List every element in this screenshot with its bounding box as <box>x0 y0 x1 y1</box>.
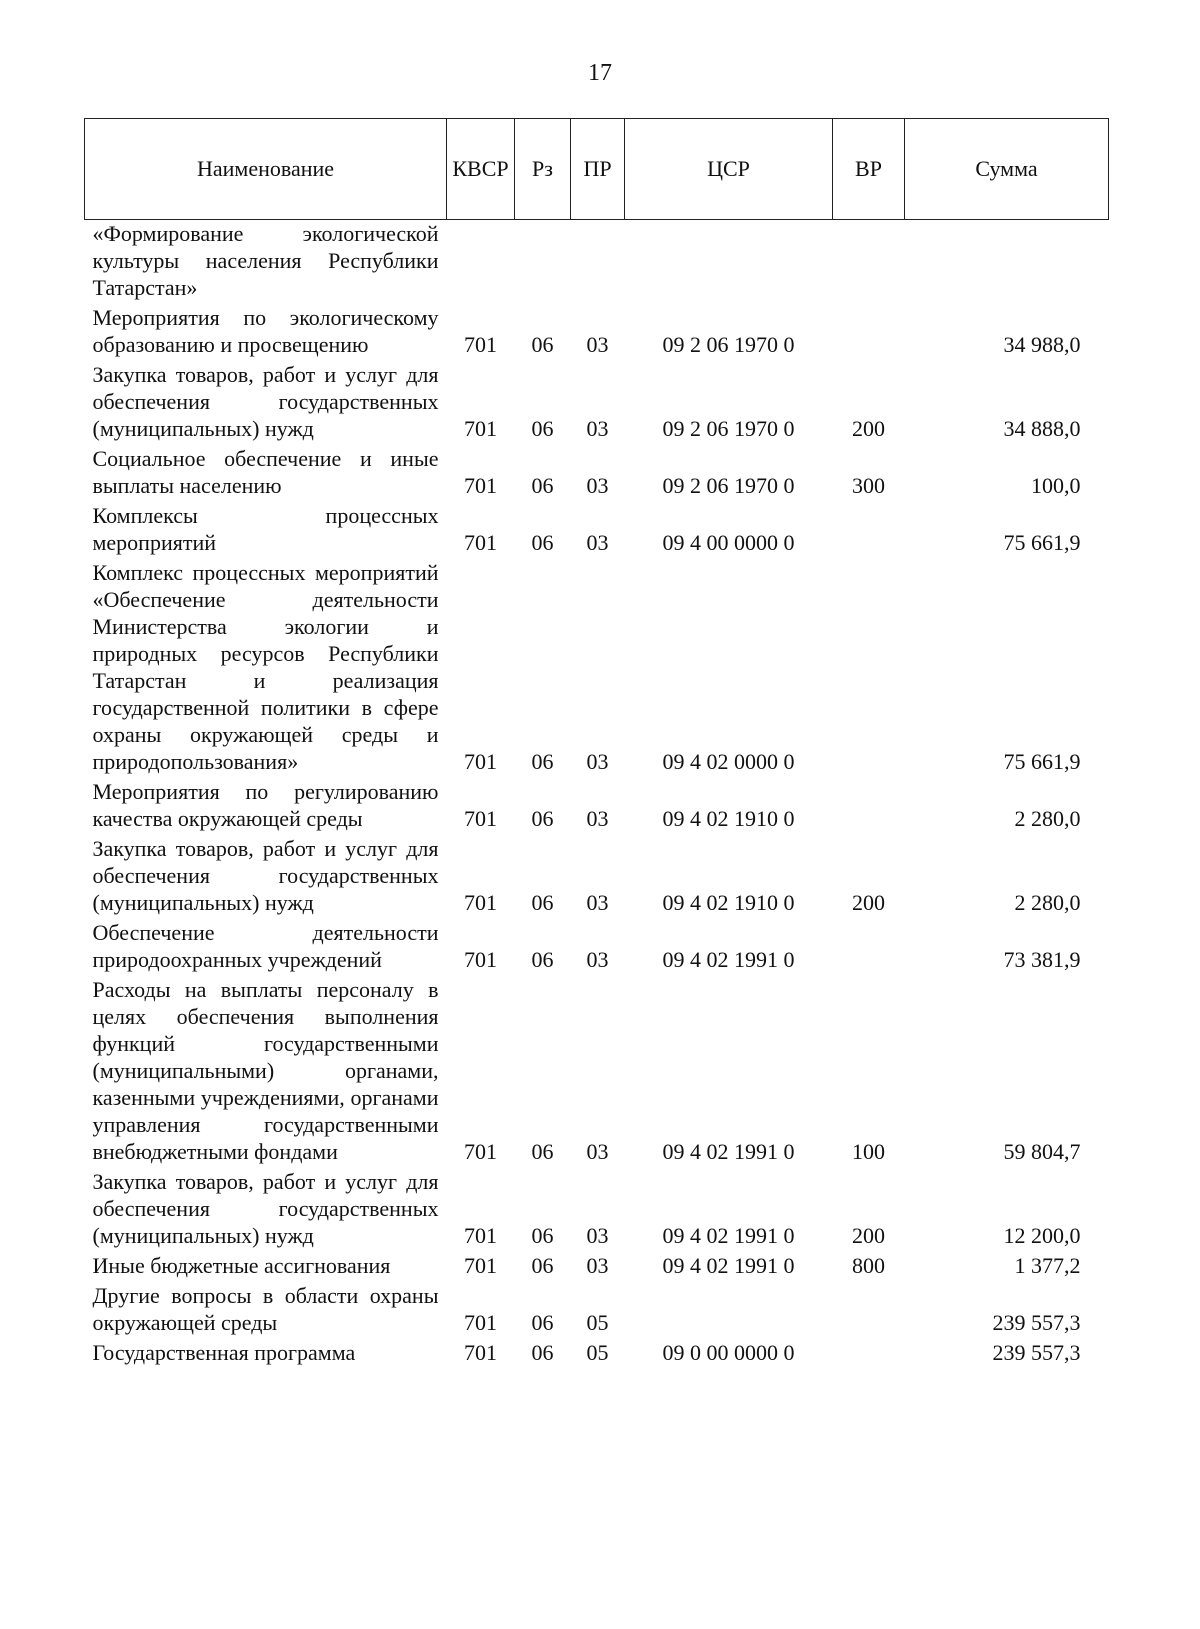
cell-vr: 200 <box>852 890 885 915</box>
table-row <box>85 559 1109 778</box>
cell-rz <box>515 220 571 305</box>
cell-name: Закупка товаров, работ и услуг для обеспечения государственных (муниципальных) нужд <box>92 362 439 441</box>
cell-pr: 03 <box>586 332 609 357</box>
cell-name: Комплекс процессных мероприятий «Обеспечение деятельности Министерства экологии и природных ресурсов Республики Татарстан и реализация государственной политики в сфере охраны окружающей среды и природопользования» <box>92 560 439 774</box>
cell-pr: 03 <box>586 530 609 555</box>
table-row <box>85 445 1109 502</box>
table-row <box>85 1339 1109 1369</box>
cell-csr: 09 0 00 0000 0 <box>662 1340 795 1365</box>
cell-rz: 06 <box>531 416 554 441</box>
cell-pr: 03 <box>586 416 609 441</box>
cell-csr: 09 2 06 1970 0 <box>662 473 795 498</box>
cell-name: Расходы на выплаты персоналу в целях обеспечения выполнения функций государственными (муниципальными) органами, казенными учреждениями, органами управления государственными внебюджетными фондами <box>92 977 439 1164</box>
cell-csr: 09 4 02 1910 0 <box>662 806 795 831</box>
cell-vr: 200 <box>852 1223 885 1248</box>
cell-csr <box>625 1282 833 1339</box>
table-row <box>85 778 1109 835</box>
cell-name: «Формирование экологической культуры населения Республики Татарстан» <box>92 221 439 300</box>
table-row <box>85 1252 1109 1282</box>
cell-pr: 03 <box>586 473 609 498</box>
cell-rz: 06 <box>531 332 554 357</box>
cell-pr: 03 <box>586 806 609 831</box>
header-vr: ВР <box>833 119 905 220</box>
cell-kvsr: 701 <box>464 947 497 972</box>
header-rz: Рз <box>515 119 571 220</box>
table-row <box>85 361 1109 445</box>
cell-pr: 03 <box>586 1253 609 1278</box>
cell-vr <box>833 304 905 361</box>
header-name: Наименование <box>85 119 447 220</box>
cell-name: Закупка товаров, работ и услуг для обеспечения государственных (муниципальных) нужд <box>92 836 439 915</box>
cell-name: Обеспечение деятельности природоохранных учреждений <box>92 920 439 972</box>
cell-vr: 100 <box>852 1139 885 1164</box>
cell-vr: 300 <box>852 473 885 498</box>
cell-vr: 800 <box>852 1253 885 1278</box>
table-row <box>85 835 1109 919</box>
cell-vr <box>833 559 905 778</box>
cell-sum: 75 661,9 <box>1003 749 1081 774</box>
cell-name: Мероприятия по регулированию качества окружающей среды <box>92 779 439 831</box>
cell-sum: 59 804,7 <box>1003 1139 1081 1164</box>
cell-kvsr: 701 <box>464 332 497 357</box>
table-row <box>85 1168 1109 1252</box>
cell-kvsr: 701 <box>464 1139 497 1164</box>
cell-rz: 06 <box>531 473 554 498</box>
cell-name: Иные бюджетные ассигнования <box>92 1253 391 1278</box>
page-number: 17 <box>588 60 612 86</box>
cell-sum: 239 557,3 <box>992 1340 1081 1365</box>
cell-rz: 06 <box>531 947 554 972</box>
table-body <box>85 220 1109 1370</box>
cell-vr: 200 <box>852 416 885 441</box>
cell-pr: 03 <box>586 947 609 972</box>
cell-sum: 2 280,0 <box>1014 806 1081 831</box>
cell-pr: 05 <box>586 1340 609 1365</box>
cell-kvsr: 701 <box>464 1223 497 1248</box>
cell-kvsr: 701 <box>464 1253 497 1278</box>
cell-rz: 06 <box>531 1310 554 1335</box>
cell-kvsr: 701 <box>464 1340 497 1365</box>
table-row <box>85 976 1109 1168</box>
cell-sum: 100,0 <box>1031 473 1081 498</box>
table-row <box>85 220 1109 305</box>
cell-csr: 09 4 02 1991 0 <box>662 1223 795 1248</box>
cell-vr <box>833 778 905 835</box>
cell-kvsr: 701 <box>464 530 497 555</box>
cell-rz: 06 <box>531 530 554 555</box>
header-csr: ЦСР <box>625 119 833 220</box>
table-row <box>85 304 1109 361</box>
cell-csr: 09 4 02 1991 0 <box>662 947 795 972</box>
cell-rz: 06 <box>531 890 554 915</box>
cell-sum: 2 280,0 <box>1014 890 1081 915</box>
cell-kvsr: 701 <box>464 890 497 915</box>
cell-name: Государственная программа <box>92 1340 356 1365</box>
header-row <box>85 119 1109 220</box>
cell-name: Социальное обеспечение и иные выплаты населению <box>92 446 439 498</box>
cell-pr: 03 <box>586 890 609 915</box>
cell-kvsr: 701 <box>464 473 497 498</box>
cell-vr <box>833 1339 905 1369</box>
cell-csr: 09 4 02 1910 0 <box>662 890 795 915</box>
cell-sum: 34 888,0 <box>1003 416 1081 441</box>
cell-sum: 75 661,9 <box>1003 530 1081 555</box>
cell-rz: 06 <box>531 1139 554 1164</box>
cell-csr: 09 4 02 0000 0 <box>662 749 795 774</box>
cell-sum: 73 381,9 <box>1003 947 1081 972</box>
cell-kvsr <box>447 220 515 305</box>
cell-name: Комплексы процессных мероприятий <box>92 503 439 555</box>
cell-sum <box>905 220 1109 305</box>
budget-table <box>84 118 1109 1369</box>
table-header <box>85 119 1109 220</box>
cell-pr: 03 <box>586 1223 609 1248</box>
cell-name: Закупка товаров, работ и услуг для обеспечения государственных (муниципальных) нужд <box>92 1169 439 1248</box>
cell-kvsr: 701 <box>464 416 497 441</box>
table-row <box>85 502 1109 559</box>
cell-pr: 03 <box>586 1139 609 1164</box>
cell-csr: 09 4 02 1991 0 <box>662 1253 795 1278</box>
cell-pr <box>571 220 625 305</box>
cell-kvsr: 701 <box>464 1310 497 1335</box>
cell-rz: 06 <box>531 1253 554 1278</box>
cell-rz: 06 <box>531 749 554 774</box>
header-sum: Сумма <box>905 119 1109 220</box>
cell-kvsr: 701 <box>464 749 497 774</box>
cell-rz: 06 <box>531 1340 554 1365</box>
cell-pr: 05 <box>586 1310 609 1335</box>
cell-vr <box>833 220 905 305</box>
cell-csr: 09 4 00 0000 0 <box>662 530 795 555</box>
cell-csr: 09 2 06 1970 0 <box>662 332 795 357</box>
cell-rz: 06 <box>531 806 554 831</box>
cell-vr <box>833 1282 905 1339</box>
cell-rz: 06 <box>531 1223 554 1248</box>
cell-csr <box>625 220 833 305</box>
cell-sum: 34 988,0 <box>1003 332 1081 357</box>
cell-csr: 09 4 02 1991 0 <box>662 1139 795 1164</box>
header-pr: ПР <box>571 119 625 220</box>
cell-pr: 03 <box>586 749 609 774</box>
cell-vr <box>833 919 905 976</box>
cell-vr <box>833 502 905 559</box>
table-row <box>85 1282 1109 1339</box>
cell-sum: 1 377,2 <box>1014 1253 1081 1278</box>
cell-sum: 12 200,0 <box>1003 1223 1081 1248</box>
cell-name: Мероприятия по экологическому образованию и просвещению <box>92 305 439 357</box>
header-kvsr: КВСР <box>447 119 515 220</box>
cell-sum: 239 557,3 <box>992 1310 1081 1335</box>
cell-name: Другие вопросы в области охраны окружающей среды <box>92 1283 439 1335</box>
table-row <box>85 919 1109 976</box>
cell-csr: 09 2 06 1970 0 <box>662 416 795 441</box>
cell-kvsr: 701 <box>464 806 497 831</box>
